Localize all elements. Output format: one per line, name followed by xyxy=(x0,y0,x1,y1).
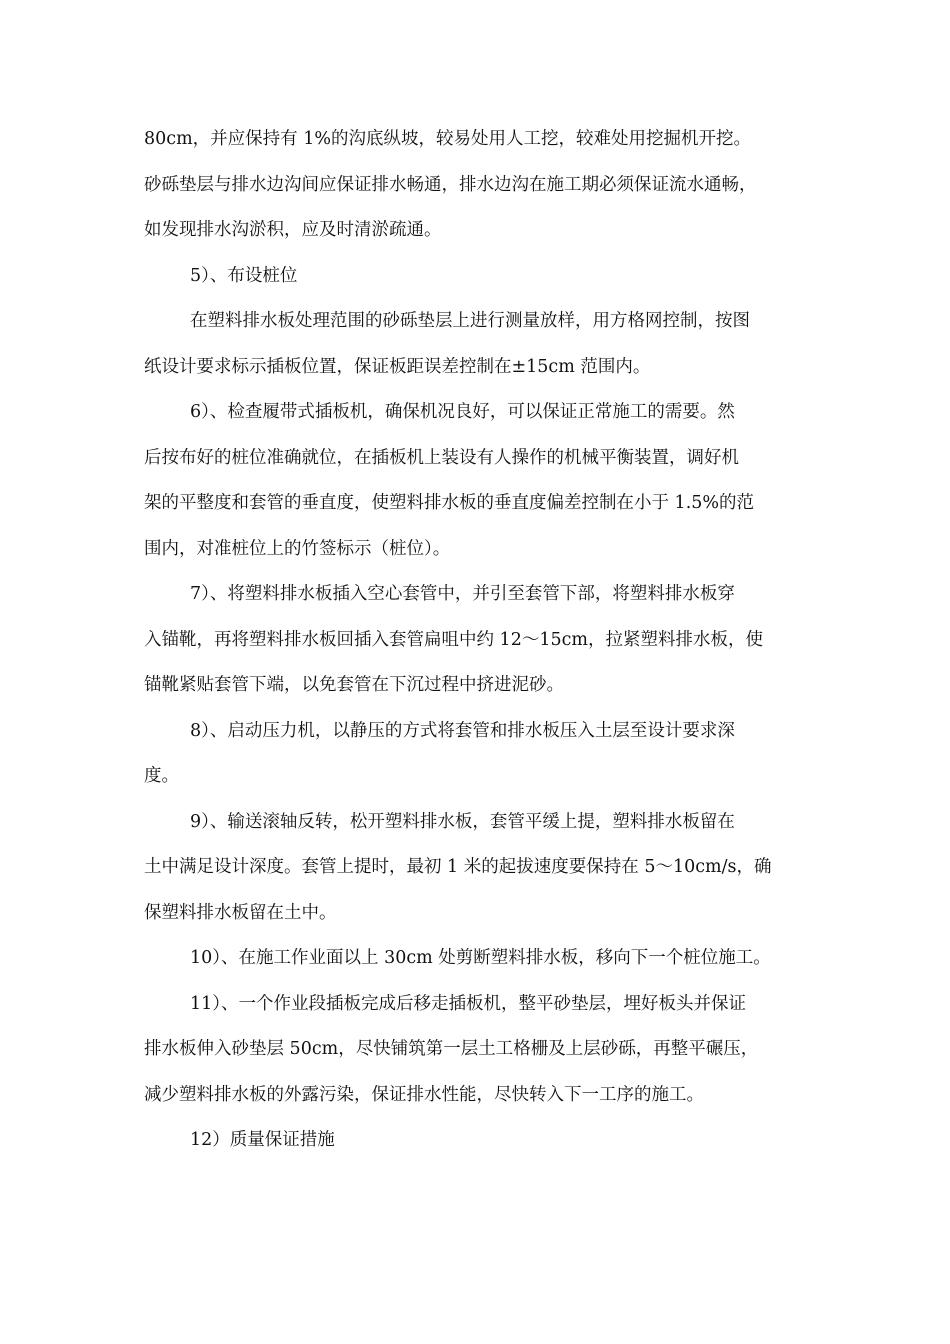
text-line: 6）、检查履带式插板机，确保机况良好，可以保证正常施工的需要。然 xyxy=(190,402,735,422)
text-line: 12）质量保证措施 xyxy=(190,1130,335,1150)
text-line: 架的平整度和套管的垂直度，使塑料排水板的垂直度偏差控制在小于 1.5%的范 xyxy=(144,493,755,513)
text-line: 排水板伸入砂垫层 50cm，尽快铺筑第一层土工格栅及上层砂砾，再整平碾压， xyxy=(144,1039,759,1059)
text-line: 纸设计要求标示插板位置，保证板距误差控制在±15cm 范围内。 xyxy=(144,356,651,377)
heading-step-12 xyxy=(144,1118,814,1164)
paragraph-step-10 xyxy=(144,936,814,982)
text-line: 11）、一个作业段插板完成后移走插板机，整平砂垫层，埋好板头并保证 xyxy=(190,993,747,1014)
text-line: 砂砾垫层与排水边沟间应保证排水畅通，排水边沟在施工期必须保证流水通畅， xyxy=(144,174,757,195)
text-line: 8）、启动压力机，以静压的方式将套管和排水板压入土层至设计要求深 xyxy=(190,720,735,741)
text-line: 在塑料排水板处理范围的砂砾垫层上进行测量放样，用方格网控制，按图 xyxy=(190,311,750,331)
text-line: 后按布好的桩位准确就位，在插板机上装设有人操作的机械平衡装置，调好机 xyxy=(144,447,739,468)
paragraph-drainage-ditch xyxy=(144,117,814,254)
text-line: 减少塑料排水板的外露污染，保证排水性能，尽快转入下一工序的施工。 xyxy=(144,1084,704,1105)
text-line: 9）、输送滚轴反转，松开塑料排水板，套管平缓上提，塑料排水板留在 xyxy=(190,811,735,832)
paragraph-step-8 xyxy=(144,709,814,800)
text-line: 7）、将塑料排水板插入空心套管中，并引至套管下部，将塑料排水板穿 xyxy=(190,584,735,604)
text-line: 5）、布设桩位 xyxy=(190,265,298,286)
paragraph-step-7 xyxy=(144,572,814,709)
text-line: 保塑料排水板留在土中。 xyxy=(144,902,337,923)
text-line: 土中满足设计深度。套管上提时，最初 1 米的起拔速度要保持在 5～10cm/s，确 xyxy=(144,857,772,877)
text-line: 度。 xyxy=(144,766,179,786)
text-line: 围内，对准桩位上的竹签标示（桩位）。 xyxy=(144,538,451,559)
text-line: 入锚靴，再将塑料排水板回插入套管扁咀中约 12～15cm，拉紧塑料排水板，使 xyxy=(144,629,763,650)
paragraph-step-6 xyxy=(144,390,814,572)
heading-step-5 xyxy=(144,254,814,300)
paragraph-step-11 xyxy=(144,982,814,1119)
document-body xyxy=(144,117,814,1164)
paragraph-step-5 xyxy=(144,299,814,390)
text-line: 如发现排水沟淤积，应及时清淤疏通。 xyxy=(144,220,442,240)
text-line: 80cm，并应保持有 1%的沟底纵坡，较易处用人工挖，较难处用挖掘机开挖。 xyxy=(144,129,751,149)
text-line: 10）、在施工作业面以上 30cm 处剪断塑料排水板，移向下一个桩位施工。 xyxy=(190,948,771,968)
paragraph-step-9 xyxy=(144,800,814,937)
text-line: 锚靴紧贴套管下端，以免套管在下沉过程中挤进泥砂。 xyxy=(144,675,564,695)
